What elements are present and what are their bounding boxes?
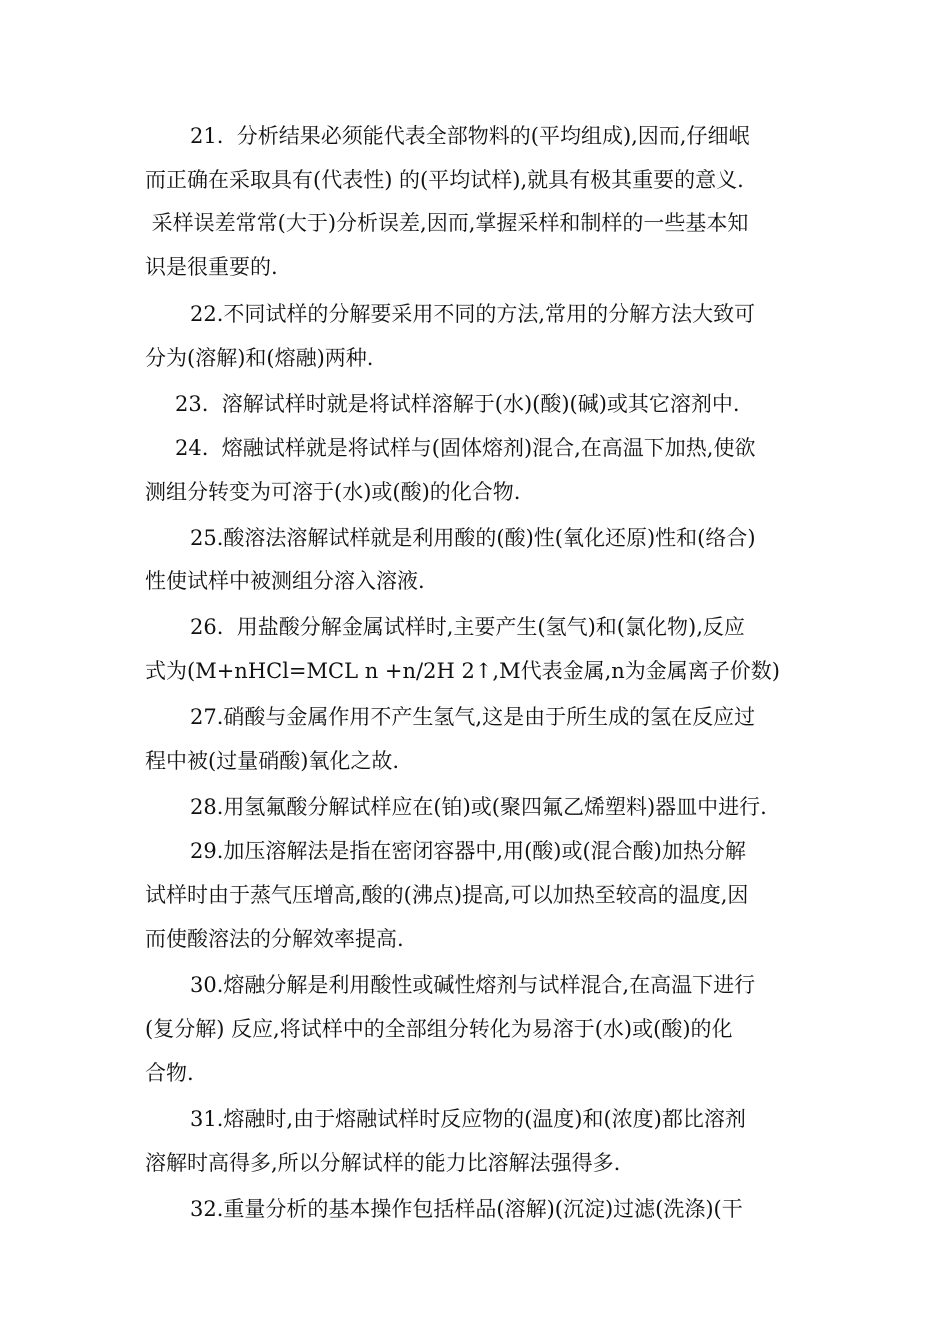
text-line: 25.酸溶法溶解试样就是利用酸的(酸)性(氧化还原)性和(络合)	[190, 526, 756, 550]
text-line: 采样误差常常(大于)分析误差,因而,掌握采样和制样的一些基本知	[145, 211, 749, 235]
text-line: 试样时由于蒸气压增高,酸的(沸点)提高,可以加热至较高的温度,因	[145, 883, 749, 907]
text-line: 测组分转变为可溶于(水)或(酸)的化合物.	[145, 480, 521, 504]
text-line: 分为(溶解)和(熔融)两种.	[145, 346, 374, 370]
text-line: 28.用氢氟酸分解试样应在(铂)或(聚四氟乙烯塑料)器皿中进行.	[190, 795, 767, 819]
text-line: 性使试样中被测组分溶入溶液.	[145, 569, 425, 593]
text-line: 23. 溶解试样时就是将试样溶解于(水)(酸)(碱)或其它溶剂中.	[175, 392, 740, 416]
text-line: 31.熔融时,由于熔融试样时反应物的(温度)和(浓度)都比溶剂	[190, 1107, 746, 1131]
text-line: 30.熔融分解是利用酸性或碱性熔剂与试样混合,在高温下进行	[190, 973, 756, 997]
text-line: 22.不同试样的分解要采用不同的方法,常用的分解方法大致可	[190, 302, 756, 326]
text-line: (复分解) 反应,将试样中的全部组分转化为易溶于(水)或(酸)的化	[145, 1017, 733, 1041]
text-line: 溶解时高得多,所以分解试样的能力比溶解法强得多.	[145, 1151, 621, 1175]
text-line: 29.加压溶解法是指在密闭容器中,用(酸)或(混合酸)加热分解	[190, 839, 746, 863]
text-line: 式为(M+nHCl=MCL n +n/2H 2↑,M代表金属,n为金属离子价数)	[145, 659, 780, 683]
text-line: 识是很重要的.	[145, 255, 278, 279]
text-line: 而正确在采取具有(代表性) 的(平均试样),就具有极其重要的意义.	[145, 168, 744, 192]
text-line: 32.重量分析的基本操作包括样品(溶解)(沉淀)过滤(洗涤)(干	[190, 1197, 743, 1221]
text-line: 21. 分析结果必须能代表全部物料的(平均组成),因而,仔细岷	[190, 124, 750, 148]
text-line: 27.硝酸与金属作用不产生氢气,这是由于所生成的氢在反应过	[190, 705, 756, 729]
text-line: 合物.	[145, 1061, 194, 1085]
text-line: 26. 用盐酸分解金属试样时,主要产生(氢气)和(氯化物),反应	[190, 615, 745, 639]
text-line: 而使酸溶法的分解效率提高.	[145, 927, 404, 951]
text-line: 程中被(过量硝酸)氧化之故.	[145, 749, 400, 773]
text-line: 24. 熔融试样就是将试样与(固体熔剂)混合,在高温下加热,使欲	[175, 436, 756, 460]
